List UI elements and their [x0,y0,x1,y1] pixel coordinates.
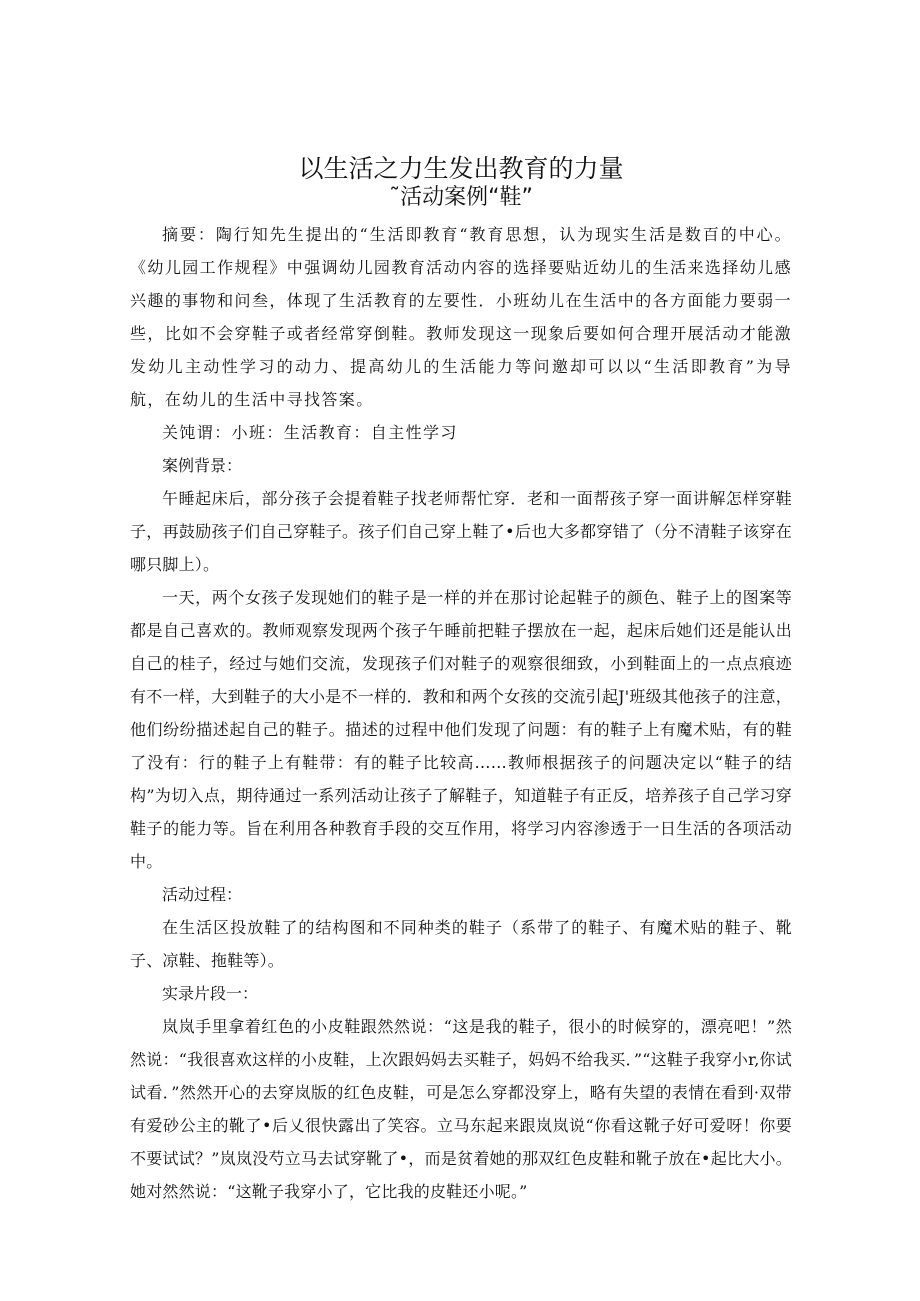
section-heading-background: 案例背景： [162,456,243,475]
section-heading-process: 活动过程： [162,885,243,904]
background-paragraph-2: 一天，两个女孩子发现她们的鞋子是一样的并在那讨论起鞋子的颜色、鞋子上的图案等都是自己喜欢的。教师观察发现两个孩子午睡前把鞋子摆放在一起，起床后她们还是能认出自己的桂子，经过与她们交流，发现孩子们对鞋子的观察很细致，小到鞋面上的一点点痕迹有不一样，大到鞋子的大小是不一样的．教和和两个女孩的交流引起J'班级其他孩子的注意，他们纷纷描述起自己的鞋子。描述的过程中他们发现了问题：有的鞋子上有魔术贴，有的鞋了没有：行的鞋子上有鞋带：有的鞋子比较高……教师根据孩子的问题决定以“鞋子的结构”为切入点，期待通过一系列活动让孩子了解鞋子，知道鞋子有正反，培养孩子自己学习穿鞋子的能力等。旨在利用各种教育手段的交互作用，将学习内容渗透于一日生活的各项活动中。 [130,588,792,871]
abstract-paragraph: 摘要：陶行知先生提出的“生活即教育“教育思想，认为现实生活是数百的中心。《幼儿园工作规程》中强调幼儿园教育活动内容的选择要贴近幼儿的生活来选择幼儿感兴趣的事物和问叁，体现了生活教育的左要性．小班幼儿在生活中的各方面能力要弱一些，比如不会穿鞋子或者经常穿倒鞋。教师发现这一现象后要如何合理开展活动才能激发幼儿主动性学习的动力、提高幼儿的生活能力等问邀却可以以“生活即教育”为导航，在幼儿的生活中寻找答案。 [130,225,792,409]
record-paragraph-1: 岚岚手里拿着红色的小皮鞋跟然然说：“这是我的鞋子，很小的时候穿的，漂亮吧！”然然说：“我很喜欢这样的小皮鞋，上次跟妈妈去买鞋子，妈妈不给我买．”“这鞋子我穿小r,你试试看．”然然开心的去穿岚版的红色皮鞋，可是怎么穿都没穿上，略有失望的表情在看到·双带有爱砂公主的靴了•后乂很快露出了笑容。立马东起来跟岚岚说“你看这靴子好可爱呀！你要不要试试？”岚岚没芍立马去试穿靴了•，而是贫着她的那双红色皮鞋和靴子放在•起比大小。她对然然说：“这靴子我穿小了，它比我的皮鞋还小呢。” [130,1017,792,1201]
document-subtitle: ˜活动案例“鞋” [389,185,533,210]
process-paragraph-1: 在生活区投放鞋了的结构图和不同种类的鞋子（系带了的鞋子、有魔术贴的鞋子、靴子、凉鞋、拖鞋等）。 [130,918,792,970]
keywords-line: 关饨谓：小班：生活教育：自主性学习 [162,423,458,442]
background-paragraph-1: 午睡起床后，部分孩子会提着鞋子找老师帮忙穿．老和一面帮孩子穿一面讲解怎样穿鞋子，再鼓励孩子们自己穿鞋子。孩子们自己穿上鞋了•后也大多都穿错了（分不清鞋子该穿在哪只脚上）。 [130,489,792,574]
section-heading-record: 实录片段一： [162,984,259,1003]
document-title: 以生活之力生发出教育的力量 [298,154,624,183]
document-body [130,154,792,1208]
